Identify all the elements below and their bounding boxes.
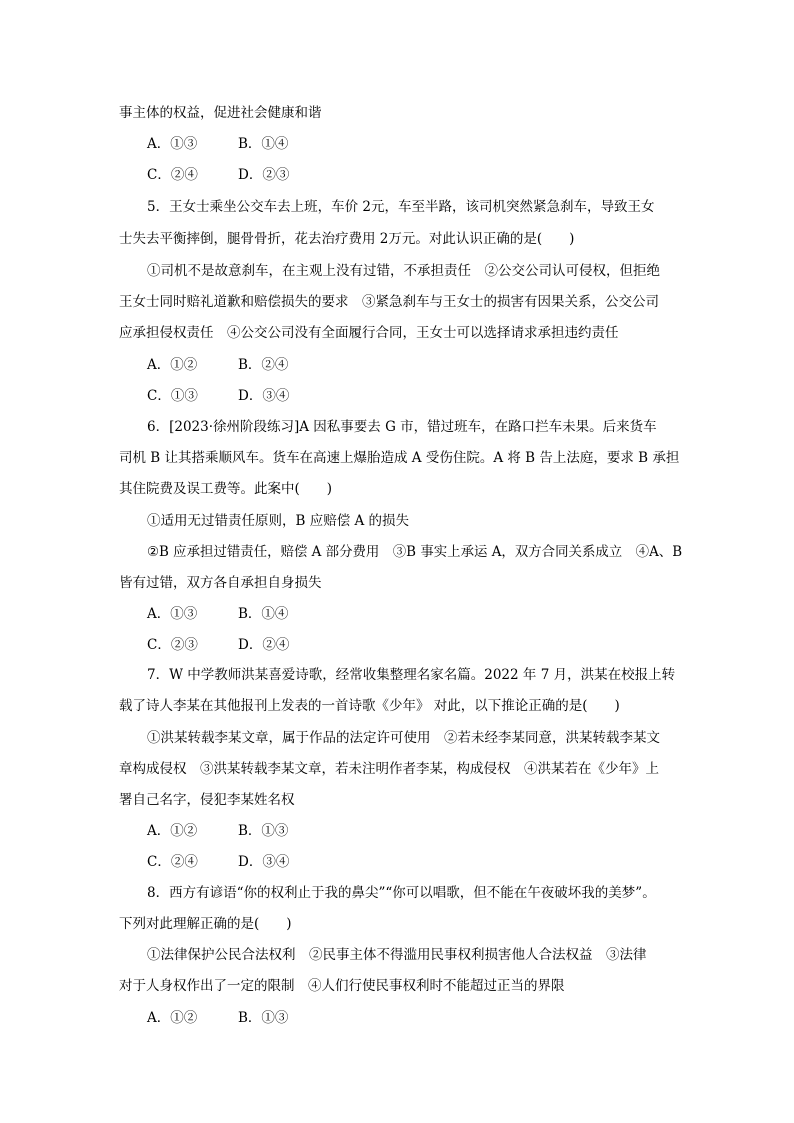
q5-option-d: D．③④ — [238, 388, 290, 404]
q6-statement-line-1: ①适用无过错责任原则，B 应赔偿 A 的损失 — [147, 513, 410, 529]
q5-stem-line-1: 5．王女士乘坐公交车去上班，车价 2元，车至半路，该司机突然紧急刹车，导致王女 — [147, 199, 655, 215]
q4-option-c: C．②④ — [147, 167, 198, 183]
q7-stem-line-2: 载了诗人李某在其他报刊上发表的一首诗歌《少年》 对此，以下推论正确的是( ) — [119, 698, 620, 714]
q8-stem-line-1: 8．西方有谚语“你的权利止于我的鼻尖”“你可以唱歌，但不能在午夜破坏我的美梦”。 — [147, 885, 656, 901]
q7-statement-line-3: 署自己名字，侵犯李某姓名权 — [119, 792, 295, 808]
q4-option-b: B．①④ — [238, 136, 289, 152]
q8-option-b: B．①③ — [238, 1010, 289, 1026]
q6-option-d: D．②④ — [238, 637, 290, 653]
q6-stem-line-2: 司机 B 让其搭乘顺风车。货车在高速上爆胎造成 A 受伤住院。A 将 B 告上法庭，要求 B 承担 — [119, 450, 680, 466]
q4-option-a: A．①③ — [147, 136, 198, 152]
q8-statement-line-2: 对于人身权作出了一定的限制 ④人们行使民事权利时不能超过正当的界限 — [119, 978, 565, 994]
q6-option-c: C．②③ — [147, 637, 198, 653]
q7-option-c: C．②④ — [147, 854, 198, 870]
q6-option-b: B．①④ — [238, 606, 289, 622]
q6-option-a: A．①③ — [147, 606, 198, 622]
intro-line: 事主体的权益，促进社会健康和谐 — [119, 105, 322, 121]
q6-statement-line-2: ②B 应承担过错责任，赔偿 A 部分费用 ③B 事实上承运 A，双方合同关系成立 ④A、B — [147, 544, 683, 560]
q7-option-a: A．①② — [147, 823, 198, 839]
q5-option-b: B．②④ — [238, 357, 289, 373]
q5-option-a: A．①② — [147, 357, 198, 373]
q5-statement-line-1: ①司机不是故意刹车，在主观上没有过错，不承担责任 ②公交公司认可侵权，但拒绝 — [147, 263, 660, 279]
q5-statement-line-3: 应承担侵权责任 ④公交公司没有全面履行合同，王女士可以选择请求承担违约责任 — [119, 325, 619, 341]
q6-stem-line-3: 其住院费及误工费等。此案中( ) — [119, 481, 333, 497]
q7-option-d: D．③④ — [238, 854, 290, 870]
q7-option-b: B．①③ — [238, 823, 289, 839]
q4-option-d: D．②③ — [238, 167, 290, 183]
q6-statement-line-3: 皆有过错，双方各自承担自身损失 — [119, 575, 322, 591]
q8-statement-line-1: ①法律保护公民合法权利 ②民事主体不得滥用民事权利损害他人合法权益 ③法律 — [147, 947, 647, 963]
q5-stem-line-2: 士失去平衡摔倒，腿骨骨折，花去治疗费用 2万元。对此认识正确的是( ) — [119, 231, 575, 247]
q7-stem-line-1: 7．W 中学教师洪某喜爱诗歌，经常收集整理名家名篇。2022 年 7 月，洪某在校报上转 — [147, 667, 676, 683]
q7-statement-line-2: 章构成侵权 ③洪某转载李某文章，若未注明作者李某，构成侵权 ④洪某若在《少年》上 — [119, 761, 659, 777]
q8-stem-line-2: 下列对此理解正确的是( ) — [119, 916, 292, 932]
q6-stem-line-1: 6．[2023·徐州阶段练习]A 因私事要去 G 市，错过班车，在路口拦车未果。后来货车 — [147, 419, 657, 435]
q5-option-c: C．①③ — [147, 388, 198, 404]
q5-statement-line-2: 王女士同时赔礼道歉和赔偿损失的要求 ③紧急刹车与王女士的损害有因果关系，公交公司 — [119, 294, 659, 310]
q8-option-a: A．①② — [147, 1010, 198, 1026]
q7-statement-line-1: ①洪某转载李某文章，属于作品的法定许可使用 ②若未经李某同意，洪某转载李某文 — [147, 730, 660, 746]
